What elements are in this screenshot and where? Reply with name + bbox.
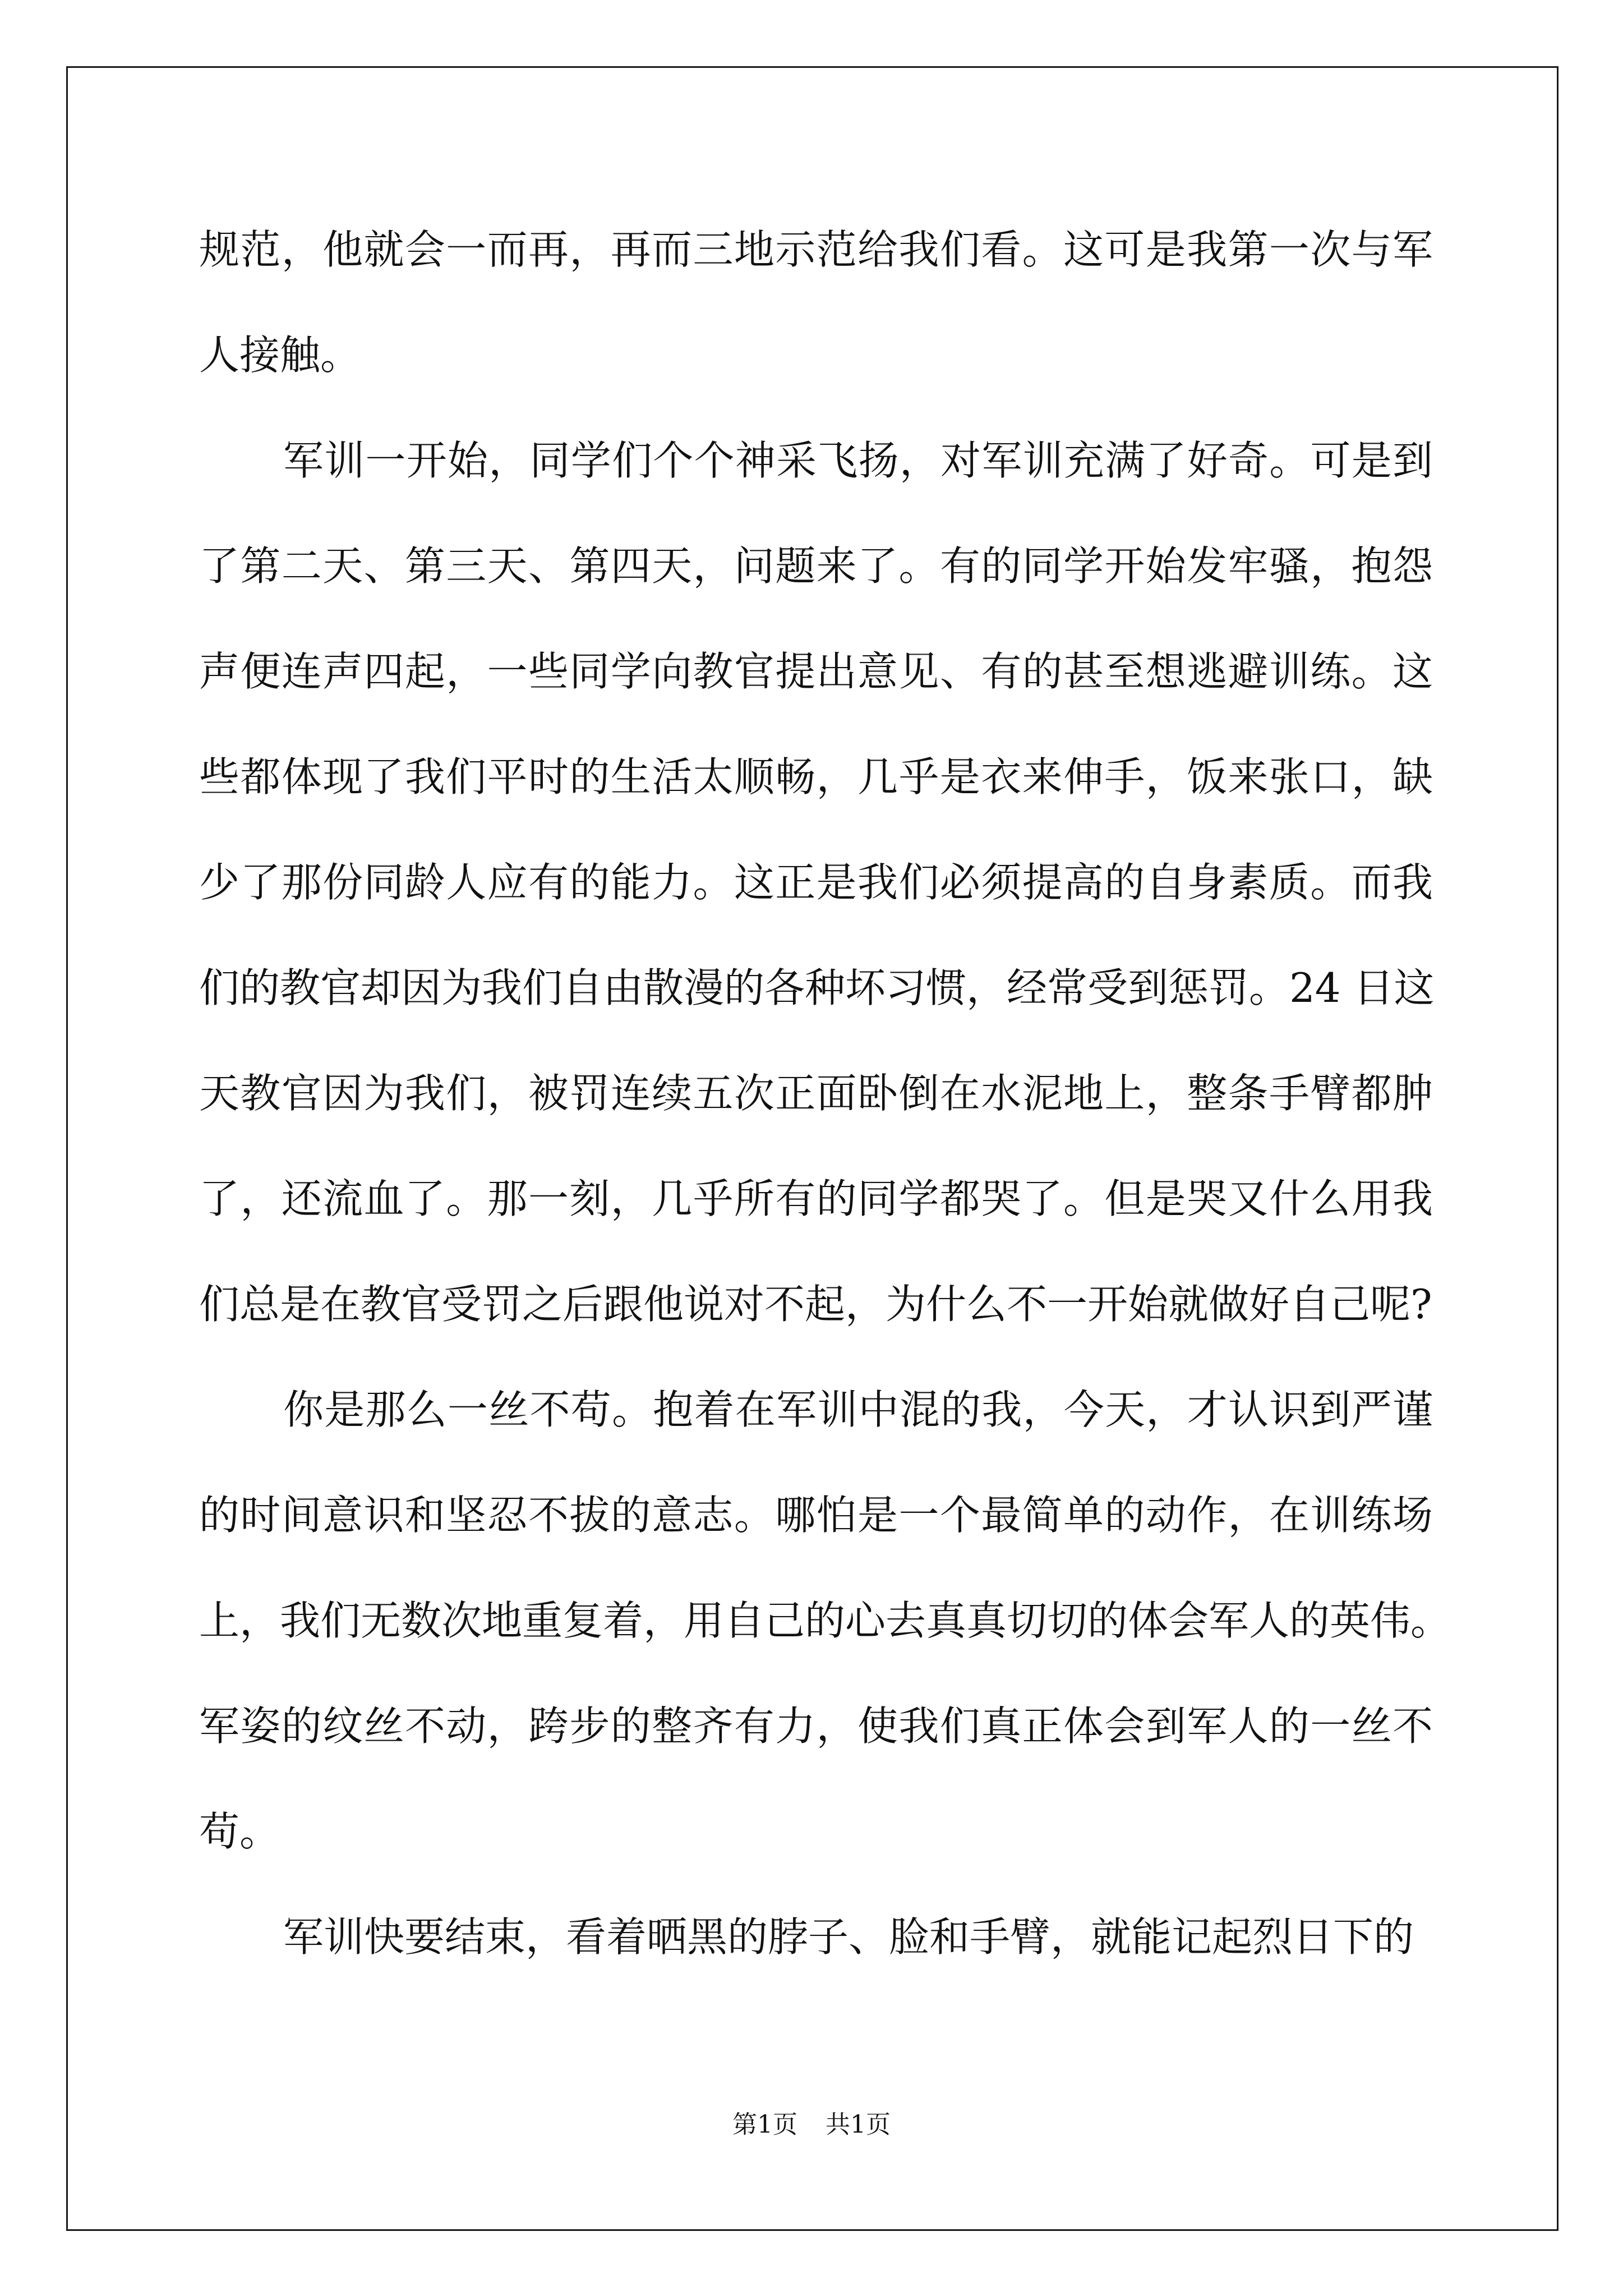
paragraph-first-line: 你是那么一丝不苟。抱着在军训中混的我，今天，才认识到严谨 bbox=[283, 1386, 1433, 1433]
text-line: 天教官因为我们，被罚连续五次正面卧倒在水泥地上，整条手臂都肿 bbox=[199, 1070, 1433, 1117]
text-line: 苟。 bbox=[199, 1808, 280, 1855]
text-line: 军姿的纹丝不动，跨步的整齐有力，使我们真正体会到军人的一丝不 bbox=[199, 1703, 1433, 1750]
paragraph-first-line: 军训快要结束，看着晒黑的脖子、脸和手臂，就能记起烈日下的 bbox=[283, 1913, 1414, 1961]
text-line: 们的教官却因为我们自由散漫的各种坏习惯，经常受到惩罚。24 日这 bbox=[199, 964, 1435, 1011]
text-line: 些都体现了我们平时的生活太顺畅，几乎是衣来伸手，饭来张口，缺 bbox=[199, 753, 1433, 800]
text-line: 了第二天、第三天、第四天，问题来了。有的同学开始发牢骚，抱怨 bbox=[199, 542, 1433, 590]
text-line: 了，还流血了。那一刻，几乎所有的同学都哭了。但是哭又什么用我 bbox=[199, 1175, 1433, 1222]
text-line: 上，我们无数次地重复着，用自己的心去真真切切的体会军人的英伟。 bbox=[199, 1597, 1451, 1644]
text-line: 们总是在教官受罚之后跟他说对不起，为什么不一开始就做好自己呢? bbox=[199, 1281, 1432, 1328]
document-body bbox=[199, 212, 1451, 2005]
text-line: 的时间意识和坚忍不拔的意志。哪怕是一个最简单的动作，在训练场 bbox=[199, 1492, 1433, 1539]
text-line: 人接触。 bbox=[199, 332, 361, 379]
page-footer bbox=[0, 2108, 1623, 2142]
text-line: 少了那份同龄人应有的能力。这正是我们必须提高的自身素质。而我 bbox=[199, 859, 1433, 906]
paragraph-first-line: 军训一开始，同学们个个神采飞扬，对军训充满了好奇。可是到 bbox=[283, 437, 1433, 484]
page-number: 第1页 bbox=[732, 2110, 797, 2139]
text-line: 规范，他就会一而再，再而三地示范给我们看。这可是我第一次与军 bbox=[199, 226, 1433, 273]
page-total: 共1页 bbox=[826, 2110, 891, 2139]
text-line: 声便连声四起，一些同学向教官提出意见、有的甚至想逃避训练。这 bbox=[199, 648, 1433, 695]
